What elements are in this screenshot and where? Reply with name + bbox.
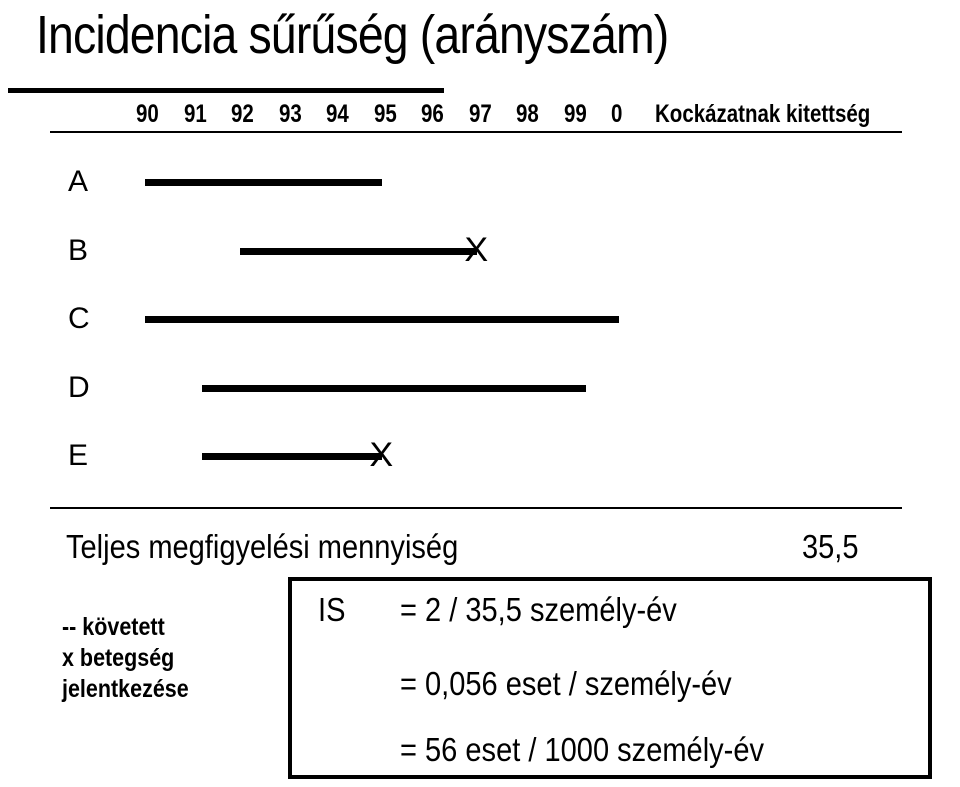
legend-followed: -- követett bbox=[62, 613, 165, 641]
year-tick-label: 97 bbox=[468, 100, 492, 128]
subject-label: E bbox=[68, 439, 89, 472]
year-tick-label: 92 bbox=[231, 100, 254, 128]
follow-up-bar bbox=[202, 385, 586, 392]
formula-line-1: = 2 / 35,5 személy-év bbox=[400, 591, 677, 628]
formula-box bbox=[288, 577, 932, 779]
top-divider bbox=[50, 131, 902, 133]
year-tick-label: 91 bbox=[183, 100, 207, 128]
follow-up-bar bbox=[240, 248, 477, 255]
subject-label: B bbox=[68, 233, 89, 267]
follow-up-bar bbox=[145, 179, 382, 186]
year-tick-label: 95 bbox=[373, 100, 397, 128]
title-underline bbox=[8, 88, 444, 93]
event-marker: X bbox=[464, 230, 489, 269]
formula-symbol: IS bbox=[318, 591, 346, 628]
follow-up-bar bbox=[145, 316, 619, 323]
year-tick-label: 0 bbox=[611, 100, 623, 128]
year-tick-label: 98 bbox=[516, 100, 539, 128]
subject-label: C bbox=[68, 302, 90, 335]
formula-line-3: = 56 eset / 1000 személy-év bbox=[400, 731, 765, 768]
page-title: Incidencia sűrűség (arányszám) bbox=[36, 5, 669, 65]
subject-label: D bbox=[68, 370, 90, 404]
follow-up-bar bbox=[202, 453, 382, 460]
year-tick-label: 96 bbox=[421, 100, 444, 128]
total-observation-label: Teljes megfigyelési mennyiség bbox=[66, 528, 459, 565]
exposure-label: Kockázatnak kitettség bbox=[655, 100, 871, 128]
year-tick-label: 90 bbox=[136, 100, 159, 128]
legend-onset: jelentkezése bbox=[62, 675, 189, 703]
legend bbox=[62, 612, 234, 705]
legend-disease: x betegség bbox=[62, 644, 175, 672]
year-tick-label: 99 bbox=[563, 100, 587, 128]
subject-label: A bbox=[68, 165, 89, 198]
formula-line-2: = 0,056 eset / személy-év bbox=[400, 665, 732, 702]
event-marker: X bbox=[369, 436, 394, 474]
year-tick-label: 93 bbox=[278, 100, 302, 128]
total-observation-value: 35,5 bbox=[802, 528, 859, 565]
year-tick-label: 94 bbox=[326, 100, 349, 128]
bottom-divider bbox=[50, 507, 902, 509]
